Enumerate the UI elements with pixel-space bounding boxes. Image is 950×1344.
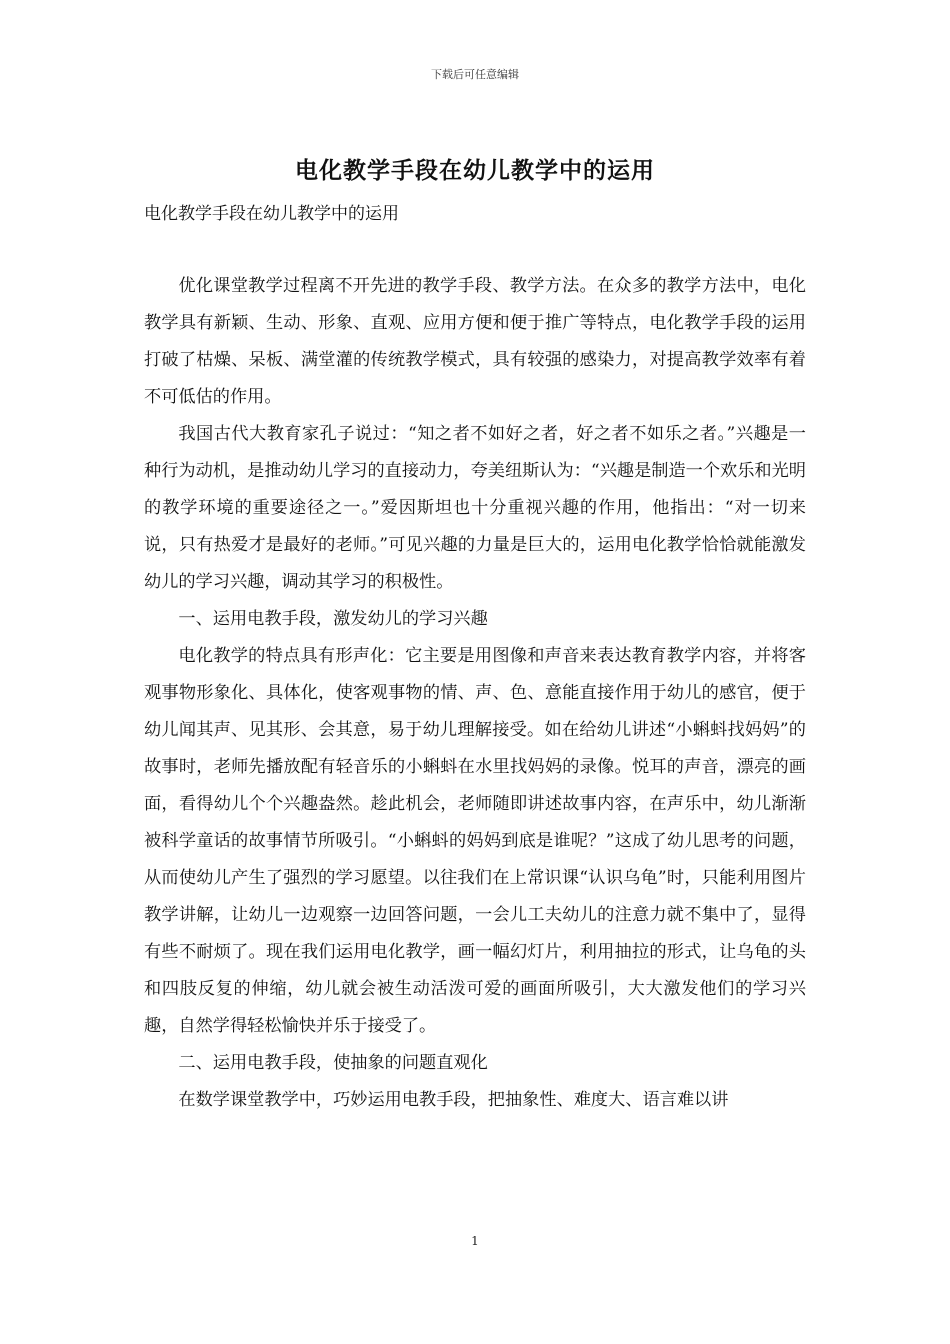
paragraph-section-1: 电化教学的特点具有形声化：它主要是用图像和声音来表达教育教学内容，并将客观事物形象化、具体化，使客观事物的情、声、色、意能直接作用于幼儿的感官，便于幼儿闻其声、见其形、会其意，易于幼儿理解接受。如在给幼儿讲述“小蝌蚪找妈妈”的故事时，老师先播放配有轻音乐的小蝌蚪在水里找妈妈的录像。悦耳的声音，漂亮的画面，看得幼儿个个兴趣盎然。趁此机会，老师随即讲述故事内容，在声乐中，幼儿渐渐被科学童话的故事情节所吸引。“小蝌蚪的妈妈到底是谁呢？”这成了幼儿思考的问题，从而使幼儿产生了强烈的学习愿望。以往我们在上常识课“认识乌龟”时，只能利用图片教学讲解，让幼儿一边观察一边回答问题，一会儿工夫幼儿的注意力就不集中了，显得有些不耐烦了。现在我们运用电化教学，画一幅幻灯片，利用抽拉的形式，让乌龟的头和四肢反复的伸缩，幼儿就会被生动活泼可爱的画面所吸引，大大激发他们的学习兴趣，自然学得轻松愉快并乐于接受了。 <box>144 646 806 1036</box>
page-title: 电化教学手段在幼儿教学中的运用 <box>295 157 655 184</box>
paragraph-confucius-quote: 我国古代大教育家孔子说过：“知之者不如好之者，好之者不如乐之者。”兴趣是一种行为动机，是推动幼儿学习的直接动力，夸美纽斯认为：“兴趣是制造一个欢乐和光明的教学环境的重要途径之一。”爱因斯坦也十分重视兴趣的作用，他指出：“对一切来说，只有热爱才是最好的老师。”可见兴趣的力量是巨大的，运用电化教学恰恰就能激发幼儿的学习兴趣，调动其学习的积极性。 <box>144 424 806 592</box>
section-heading-2: 二、运用电教手段，使抽象的问题直观化 <box>178 1053 488 1073</box>
page-subtitle: 电化教学手段在幼儿教学中的运用 <box>144 204 399 224</box>
header-note: 下载后可任意编辑 <box>431 68 519 81</box>
document-body <box>144 268 806 1119</box>
paragraph-section-2: 在数学课堂教学中，巧妙运用电教手段，把抽象性、难度大、语言难以讲 <box>178 1090 729 1110</box>
paragraph-intro: 优化课堂教学过程离不开先进的教学手段、教学方法。在众多的教学方法中，电化教学具有新颖、生动、形象、直观、应用方便和便于推广等特点，电化教学手段的运用打破了枯燥、呆板、满堂灌的传统教学模式，具有较强的感染力，对提高教学效率有着不可低估的作用。 <box>144 276 806 407</box>
page-number: 1 <box>471 1234 479 1248</box>
section-heading-1: 一、运用电教手段，激发幼儿的学习兴趣 <box>178 609 488 629</box>
